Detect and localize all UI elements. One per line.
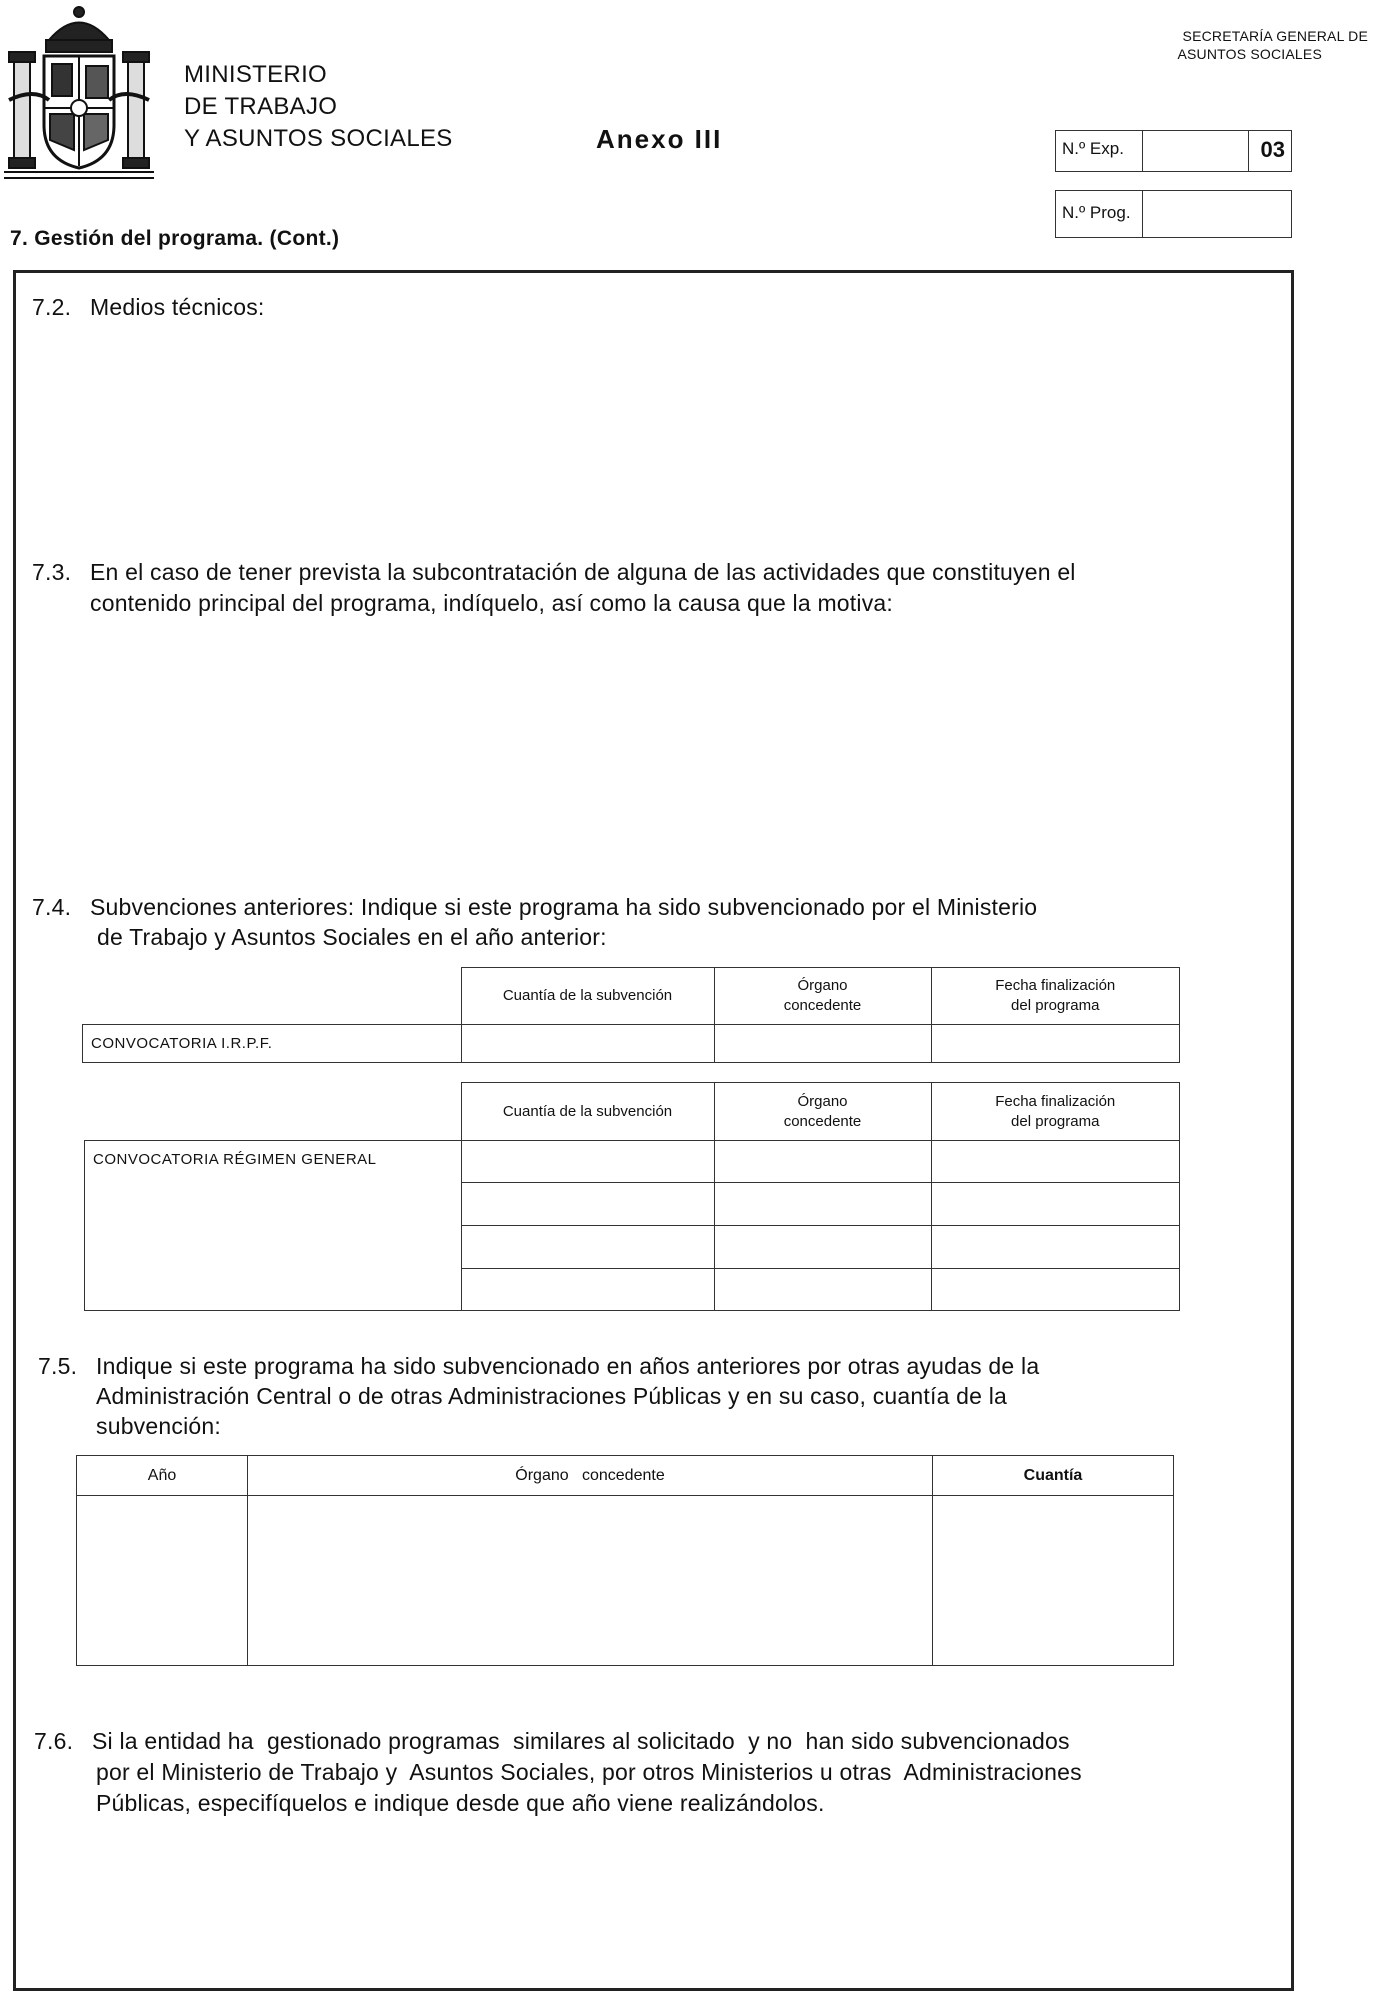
col-header-end-date: Fecha finalización del programa — [931, 968, 1180, 1025]
question-7-4 — [32, 892, 1037, 923]
other-aid-table — [76, 1455, 1174, 1666]
question-number: 7.2. — [32, 294, 72, 320]
exp-code-value: 03 — [1260, 137, 1285, 162]
question-number: 7.4. — [32, 894, 72, 920]
question-7-2 — [32, 292, 265, 323]
exp-label: N.º Exp. — [1062, 139, 1124, 158]
exp-number-input[interactable] — [1146, 135, 1246, 167]
col-header-amount: Cuantía — [933, 1456, 1174, 1496]
table-cell[interactable] — [931, 1269, 1180, 1311]
table-cell[interactable] — [461, 1025, 714, 1063]
table-cell[interactable] — [461, 1226, 714, 1269]
table-cell[interactable] — [461, 1269, 714, 1311]
similar-programs-field[interactable] — [40, 1830, 1274, 1974]
question-text: Medios técnicos: — [90, 294, 265, 320]
annex-title: Anexo III — [596, 124, 723, 154]
question-text-line-1: Subvenciones anteriores: Indique si este programa ha sido subvencionado por el Ministerio — [90, 894, 1038, 920]
table-cell[interactable] — [461, 1141, 714, 1183]
question-text-line-1: En el caso de tener prevista la subcontratación de alguna de las actividades que constituyen el — [90, 559, 1076, 585]
col-header-year: Año — [77, 1456, 248, 1496]
question-text-line-3: Públicas, especifíquelos e indique desde que año viene realizándolos. — [96, 1790, 825, 1816]
table-cell[interactable] — [714, 1141, 931, 1183]
question-7-6 — [34, 1726, 1070, 1757]
question-text-line-2: Administración Central o de otras Administraciones Públicas y en su caso, cuantía de la — [96, 1383, 1008, 1409]
table-cell[interactable] — [248, 1496, 933, 1666]
col-header-granting-body: Órgano concedente — [714, 968, 931, 1025]
row-label-irpf: CONVOCATORIA I.R.P.F. — [83, 1025, 462, 1063]
general-regime-subsidy-table — [84, 1082, 1180, 1311]
col-header-amount: Cuantía de la subvención — [461, 1083, 714, 1141]
exp-number-box — [1055, 130, 1292, 172]
row-label-general-regime: CONVOCATORIA RÉGIMEN GENERAL — [85, 1141, 462, 1311]
ministry-line-2: DE TRABAJO — [184, 93, 338, 120]
table-cell[interactable] — [931, 1025, 1180, 1063]
question-text-line-1: Si la entidad ha gestionado programas similares al solicitado y no han sido subvencionados — [92, 1728, 1070, 1754]
technical-means-field[interactable] — [40, 330, 1274, 554]
question-number: 7.5. — [38, 1353, 78, 1379]
question-7-5 — [38, 1351, 1039, 1382]
table-cell[interactable] — [461, 1183, 714, 1226]
table-cell[interactable] — [714, 1183, 931, 1226]
question-text-line-2: por el Ministerio de Trabajo y Asuntos Sociales, por otros Ministerios u otras Administraciones — [96, 1759, 1082, 1785]
secretariat-line-2: ASUNTOS SOCIALES — [1177, 46, 1322, 62]
col-header-end-date: Fecha finalización del programa — [931, 1083, 1180, 1141]
prog-number-input[interactable] — [1146, 197, 1290, 233]
table-cell[interactable] — [714, 1269, 931, 1311]
question-7-3 — [32, 557, 1076, 588]
table-cell[interactable] — [933, 1496, 1174, 1666]
table-cell[interactable] — [714, 1025, 931, 1063]
col-header-granting-body: Órgano concedente — [714, 1083, 931, 1141]
table-cell[interactable] — [77, 1496, 248, 1666]
prog-label: N.º Prog. — [1062, 203, 1131, 222]
ministry-line-1: MINISTERIO — [184, 61, 328, 88]
section-title: 7. Gestión del programa. (Cont.) — [10, 227, 340, 250]
ministry-line-3: Y ASUNTOS SOCIALES — [184, 125, 453, 152]
table-cell[interactable] — [931, 1141, 1180, 1183]
secretariat-line-1: SECRETARÍA GENERAL DE — [1182, 28, 1368, 44]
table-cell[interactable] — [931, 1183, 1180, 1226]
question-number: 7.6. — [34, 1728, 74, 1754]
prog-number-box — [1055, 190, 1292, 238]
col-header-amount: Cuantía de la subvención — [461, 968, 714, 1025]
question-number: 7.3. — [32, 559, 72, 585]
question-text-line-1: Indique si este programa ha sido subvencionado en años anteriores por otras ayudas de la — [96, 1353, 1040, 1379]
subcontracting-field[interactable] — [40, 628, 1274, 882]
coat-of-arms-logo — [4, 0, 154, 185]
table-cell[interactable] — [931, 1226, 1180, 1269]
question-text-line-2: contenido principal del programa, indíquelo, así como la causa que la motiva: — [90, 590, 893, 616]
irpf-subsidy-table — [82, 967, 1180, 1063]
col-header-granting-body: Órgano concedente — [248, 1456, 933, 1496]
question-text-line-3: subvención: — [96, 1413, 221, 1439]
question-text-line-2: de Trabajo y Asuntos Sociales en el año anterior: — [97, 924, 607, 950]
table-cell[interactable] — [714, 1226, 931, 1269]
